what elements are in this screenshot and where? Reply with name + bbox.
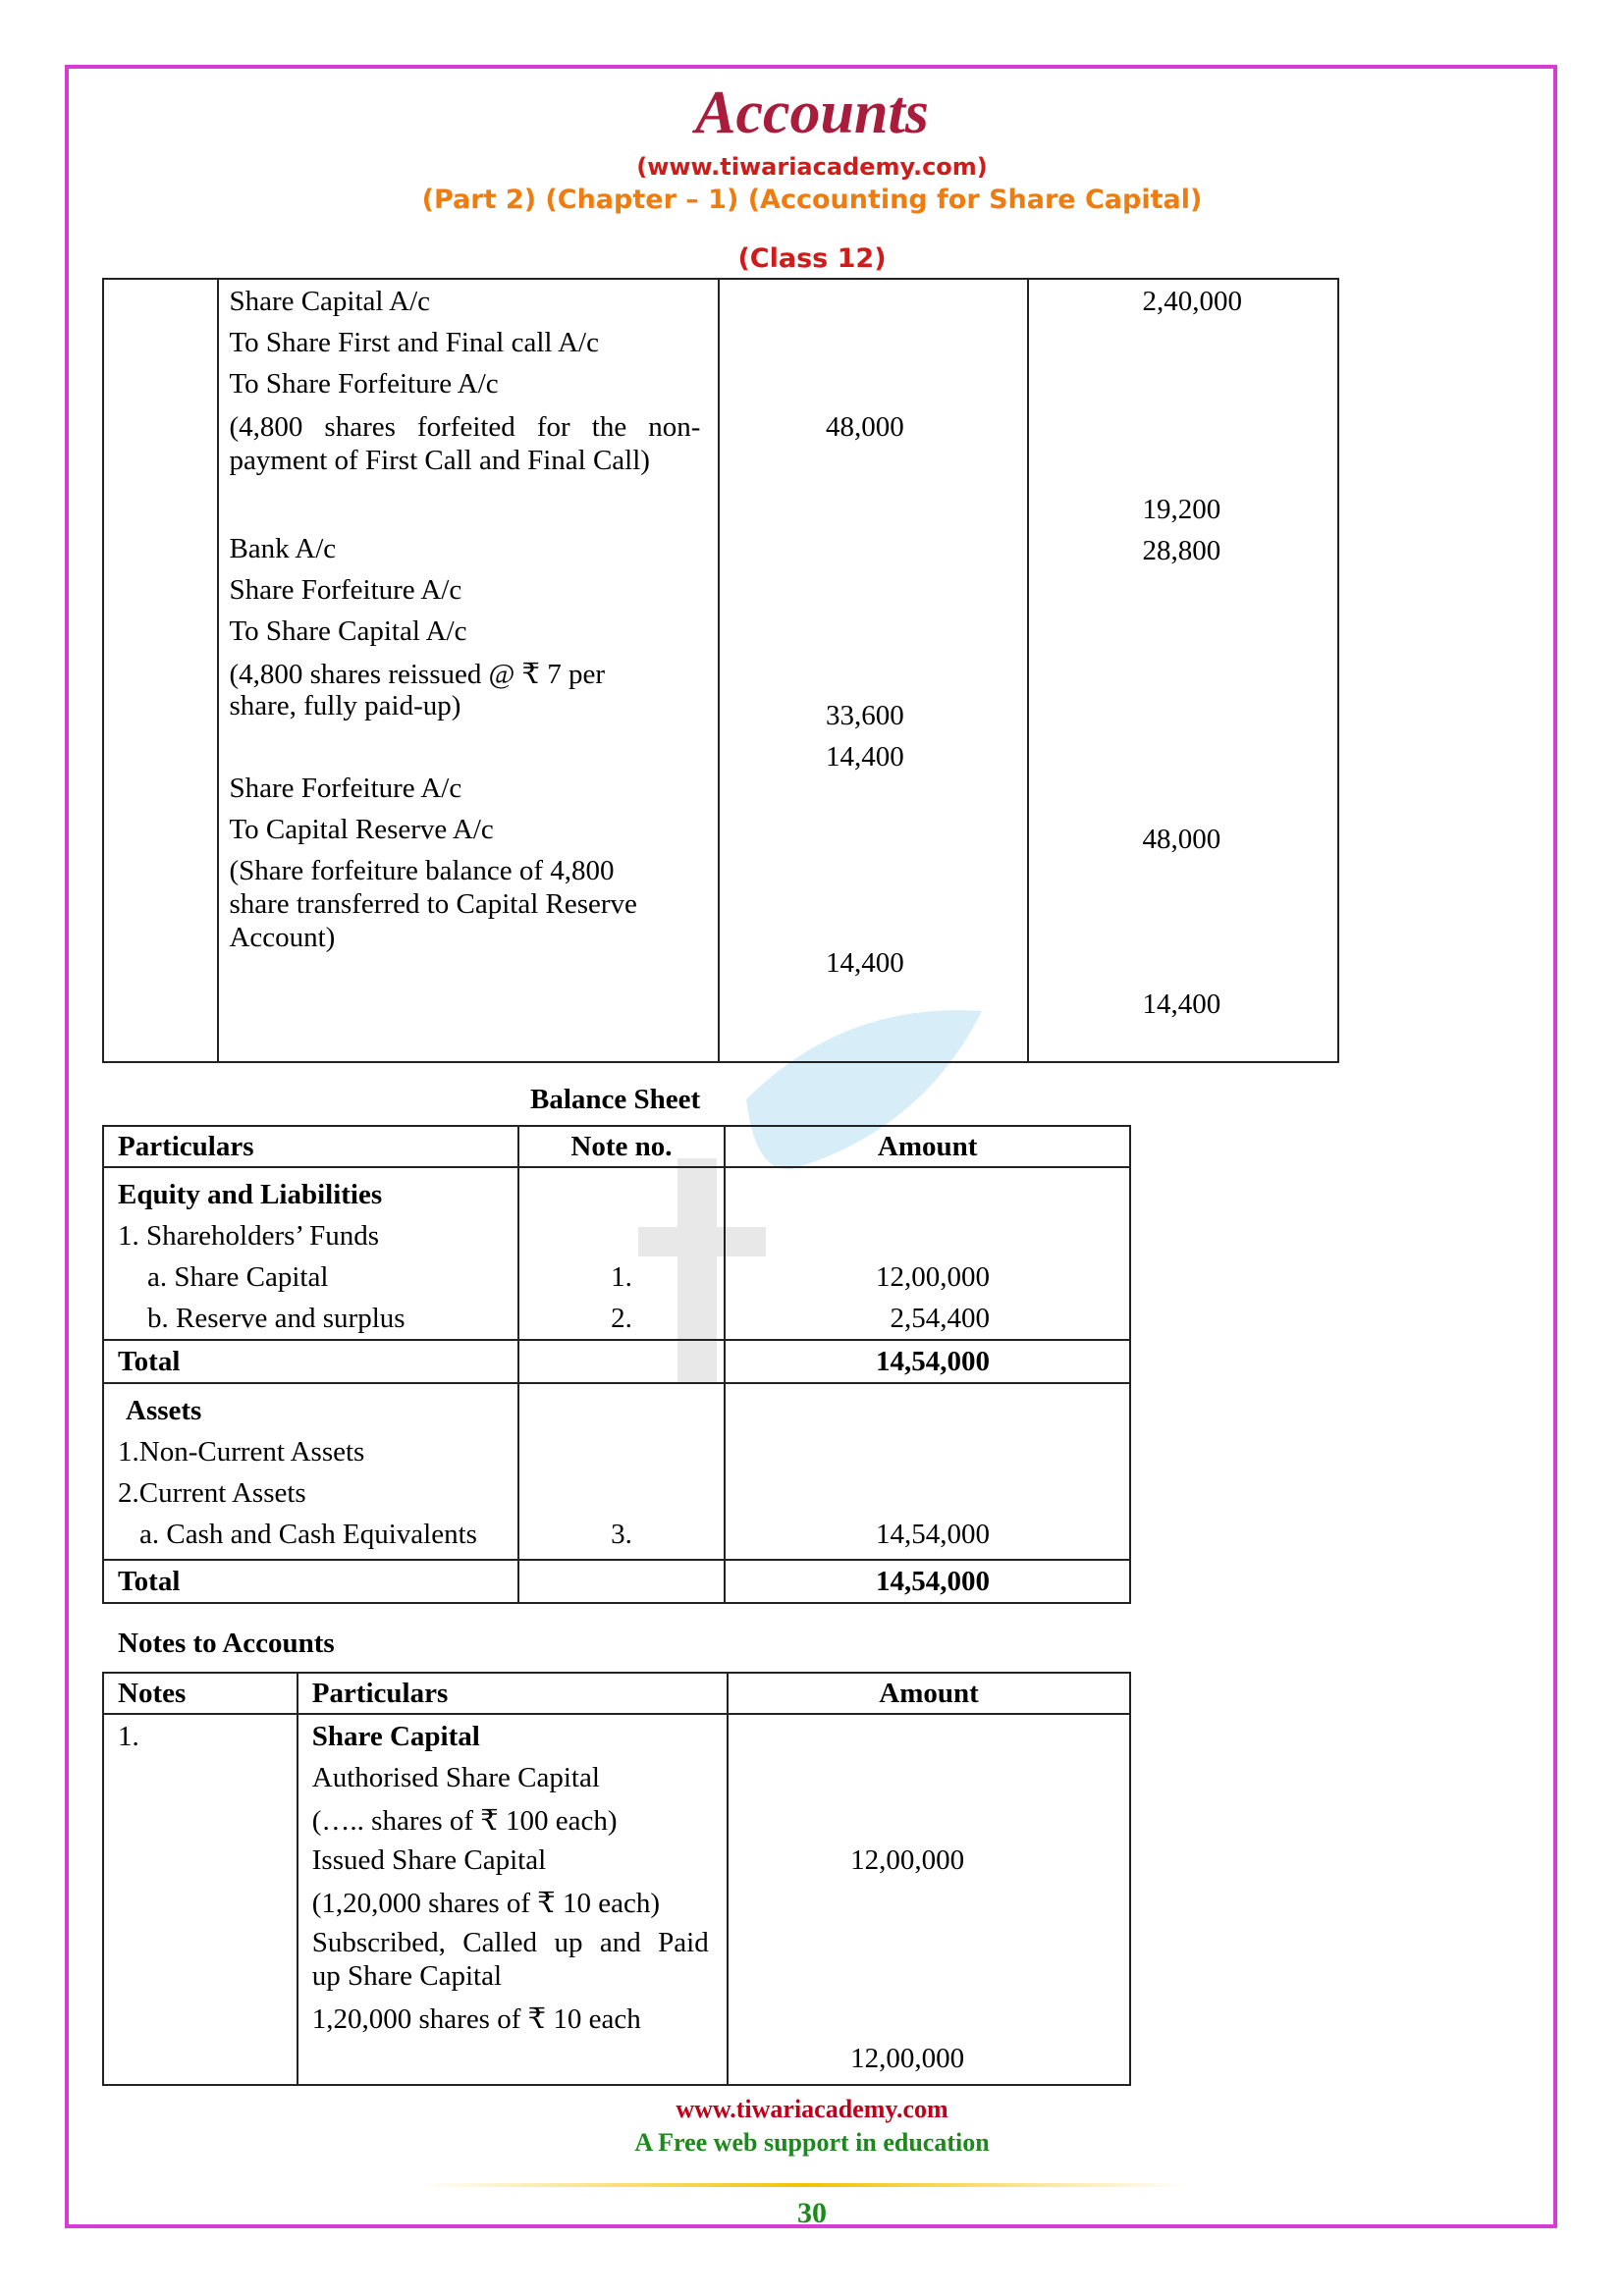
note-line: Subscribed, Called up and Paid bbox=[311, 1927, 709, 1958]
journal-line: To Share First and Final call A/c bbox=[229, 327, 599, 358]
note-line: up Share Capital bbox=[311, 1960, 503, 1992]
note-amount: 12,00,000 bbox=[850, 2043, 965, 2074]
journal-debit-col bbox=[719, 279, 1028, 1062]
debit-amount: 33,600 bbox=[826, 700, 904, 731]
chapter-subtitle: (Part 2) (Chapter – 1) (Accounting for Share Capital) bbox=[421, 185, 1203, 215]
credit-amount: 19,200 bbox=[1142, 494, 1221, 525]
header-notes: Notes bbox=[103, 1673, 298, 1714]
journal-line: Bank A/c bbox=[229, 533, 337, 564]
footer-url[interactable]: www.tiwariacademy.com bbox=[676, 2095, 948, 2123]
journal-date-col bbox=[103, 279, 218, 1062]
total-label: Total bbox=[103, 1340, 518, 1383]
journal-line: Share Forfeiture A/c bbox=[229, 773, 462, 804]
note-line: (1,20,000 shares of ₹ 10 each) bbox=[311, 1888, 661, 1919]
journal-line: To Share Forfeiture A/c bbox=[229, 368, 499, 400]
footer-divider bbox=[422, 2183, 1188, 2187]
journal-line: (4,800 shares forfeited for the non- bbox=[229, 411, 701, 443]
note-line: Authorised Share Capital bbox=[311, 1762, 600, 1793]
shareholders-funds: 1. Shareholders’ Funds bbox=[118, 1220, 380, 1252]
note-heading: Share Capital bbox=[311, 1721, 480, 1752]
debit-amount: 48,000 bbox=[826, 411, 904, 443]
cash-note: 3. bbox=[611, 1519, 632, 1550]
journal-line: (4,800 shares reissued @ ₹ 7 per bbox=[229, 659, 606, 690]
note-number: 1. bbox=[103, 1714, 298, 2085]
journal-table bbox=[102, 278, 1339, 1063]
credit-amount: 2,40,000 bbox=[1142, 286, 1242, 317]
total-amount: 14,54,000 bbox=[725, 1340, 1130, 1383]
notes-title: Notes to Accounts bbox=[118, 1628, 335, 1659]
page-title: Accounts bbox=[695, 80, 929, 146]
credit-amount: 14,400 bbox=[1142, 988, 1221, 1020]
total-label-2: Total bbox=[103, 1560, 518, 1603]
debit-amount: 14,400 bbox=[826, 741, 904, 773]
non-current-assets: 1.Non-Current Assets bbox=[118, 1436, 365, 1468]
cash-amount: 14,54,000 bbox=[876, 1519, 990, 1550]
balance-sheet-title: Balance Sheet bbox=[530, 1084, 701, 1115]
journal-line: To Share Capital A/c bbox=[229, 615, 467, 647]
journal-line: share transferred to Capital Reserve bbox=[229, 888, 637, 920]
journal-line: share, fully paid-up) bbox=[229, 690, 461, 721]
reserve-amount: 2,54,400 bbox=[890, 1303, 990, 1334]
header-particulars: Particulars bbox=[103, 1126, 518, 1167]
journal-particulars-col bbox=[218, 279, 719, 1062]
journal-line: (Share forfeiture balance of 4,800 bbox=[229, 855, 615, 886]
balance-sheet-table bbox=[102, 1125, 1131, 1604]
footer-tagline: A Free web support in education bbox=[634, 2128, 990, 2157]
journal-credit-col bbox=[1028, 279, 1339, 1062]
journal-line: payment of First Call and Final Call) bbox=[229, 445, 650, 476]
journal-line: To Capital Reserve A/c bbox=[229, 814, 494, 845]
share-capital-amount: 12,00,000 bbox=[876, 1261, 990, 1293]
current-assets: 2.Current Assets bbox=[118, 1477, 306, 1509]
note-amount: 12,00,000 bbox=[850, 1844, 965, 1876]
note-line: Issued Share Capital bbox=[311, 1844, 547, 1876]
cash-label: a. Cash and Cash Equivalents bbox=[139, 1519, 477, 1550]
debit-amount: 14,400 bbox=[826, 947, 904, 979]
header-particulars: Particulars bbox=[298, 1673, 728, 1714]
share-capital-label: a. Share Capital bbox=[147, 1261, 329, 1293]
page-number: 30 bbox=[797, 2197, 827, 2229]
share-capital-note: 1. bbox=[611, 1261, 632, 1293]
header-amount: Amount bbox=[725, 1126, 1130, 1167]
credit-amount: 48,000 bbox=[1142, 824, 1221, 855]
credit-amount: 28,800 bbox=[1142, 535, 1221, 566]
reserve-note: 2. bbox=[611, 1303, 632, 1334]
header-url[interactable]: (www.tiwariacademy.com) bbox=[636, 153, 988, 181]
journal-line: Account) bbox=[229, 922, 336, 953]
journal-line: Share Forfeiture A/c bbox=[229, 574, 462, 606]
header-note-no: Note no. bbox=[518, 1126, 726, 1167]
note-line: 1,20,000 shares of ₹ 10 each bbox=[311, 2003, 641, 2035]
reserve-label: b. Reserve and surplus bbox=[147, 1303, 406, 1334]
notes-table bbox=[102, 1672, 1131, 2086]
class-label: (Class 12) bbox=[737, 243, 887, 274]
total-amount-2: 14,54,000 bbox=[725, 1560, 1130, 1603]
note-line: (….. shares of ₹ 100 each) bbox=[311, 1805, 618, 1837]
header-amount: Amount bbox=[728, 1673, 1130, 1714]
assets-heading: Assets bbox=[126, 1395, 202, 1426]
journal-line: Share Capital A/c bbox=[229, 286, 430, 317]
equity-heading: Equity and Liabilities bbox=[118, 1179, 383, 1210]
